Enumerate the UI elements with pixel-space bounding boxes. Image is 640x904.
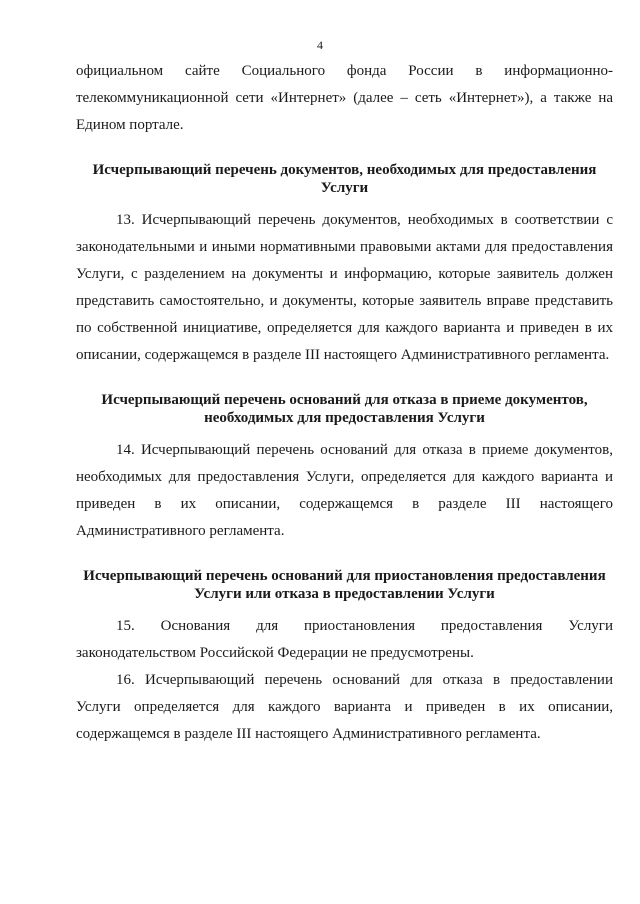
- paragraph-16: 16. Исчерпывающий перечень оснований для отказа в предоставлении Услуги определяется для каждого варианта и приведен в их описании, содержащемся в разделе III настоящего Административного регламента.: [76, 672, 613, 742]
- paragraph-intro: официальном сайте Социального фонда России в информационно-телекоммуникационной сети «Интернет» (далее – сеть «Интернет»), а также на Едином портале.: [76, 63, 613, 133]
- section-heading-suspension-grounds: Исчерпывающий перечень оснований для приостановления предоставления Услуги или отказа в предоставлении Услуги: [83, 568, 606, 602]
- paragraph-15: 15. Основания для приостановления предоставления Услуги законодательством Российской Федерации не предусмотрены.: [76, 618, 613, 661]
- section-heading-refusal-grounds: Исчерпывающий перечень оснований для отказа в приеме документов, необходимых для предоставления Услуги: [101, 392, 588, 426]
- page-number: 4: [317, 38, 323, 52]
- paragraph-14: 14. Исчерпывающий перечень оснований для отказа в приеме документов, необходимых для предоставления Услуги, определяется для каждого варианта и приведен в их описании, содержащемся в разделе III настоящего Административного регламента.: [76, 442, 613, 539]
- spacer: [76, 139, 613, 161]
- spacer: [76, 197, 613, 207]
- spacer: [76, 427, 613, 437]
- spacer: [76, 603, 613, 613]
- section-heading-documents: Исчерпывающий перечень документов, необходимых для предоставления Услуги: [92, 162, 597, 196]
- spacer: [76, 369, 613, 391]
- document-body: [76, 58, 613, 748]
- paragraph-13: 13. Исчерпывающий перечень документов, необходимых в соответствии с законодательными и иными нормативными правовыми актами для предоставления Услуги, с разделением на документы и информацию, которые заявитель должен представить самостоятельно, и документы, которые заявитель вправе представить по собственной инициативе, определяется для каждого варианта и приведен в их описании, содержащемся в разделе III настоящего Административного регламента.: [76, 212, 613, 363]
- spacer: [76, 545, 613, 567]
